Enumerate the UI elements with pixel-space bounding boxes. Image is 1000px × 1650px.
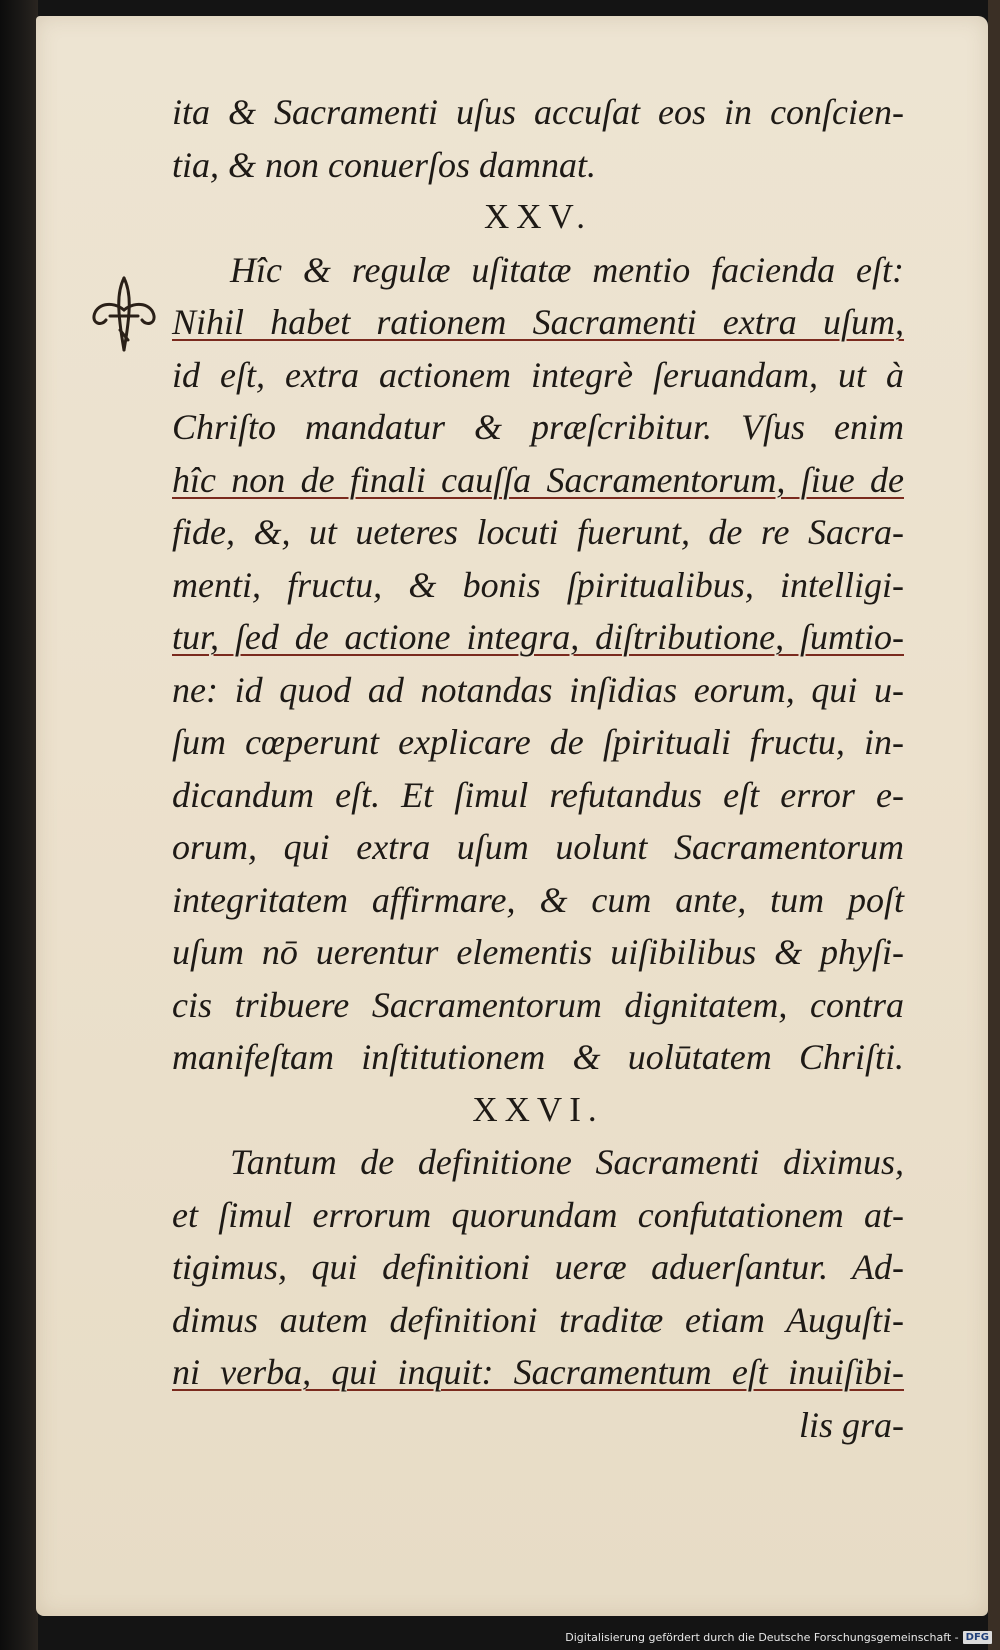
digitization-footer (565, 1629, 992, 1645)
fleur-de-lis-marginal-mark-icon (84, 270, 164, 360)
paragraph-section-xxvi (172, 1136, 904, 1451)
text-line: hîc non de finali cauſſa Sacramentorum, ſiue de (172, 459, 904, 500)
footer-credit-text: Digitalisierung gefördert durch die Deutsche Forschungsgemeinschaft - (565, 1630, 959, 1644)
text-line: cis tribuere Sacramentorum dignitatem, contra (172, 984, 904, 1025)
text-line: Chriſto mandatur & præſcribitur. Vſus enim (172, 407, 904, 447)
text-line: tigimus, qui definitioni ueræ aduerſantur. Ad- (172, 1247, 904, 1287)
paragraph-continuation (172, 86, 904, 191)
text-line: Tantum de definitione Sacramenti diximus, (230, 1142, 904, 1182)
text-line: uſum nō uerentur elementis uiſibilibus & phyſi- (172, 932, 904, 972)
text-line: integritatem affirmare, & cum ante, tum poſt (172, 879, 904, 920)
section-heading-xxvi: XXVI. (472, 1089, 604, 1129)
text-line: ni verba, qui inquit: Sacramentum eſt inuiſibi- (172, 1352, 904, 1392)
text-line: orum, qui extra uſum uolunt Sacramentorum (172, 827, 904, 867)
text-line: ſum cœperunt explicare de ſpirituali fructu, in- (172, 722, 904, 762)
text-line: Nihil habet rationem Sacramenti extra uſum, (172, 302, 904, 342)
text-line: menti, fructu, & bonis ſpiritualibus, intelligi- (172, 564, 904, 605)
text-line: fide, &, ut ueteres locuti fuerunt, de re Sacra- (172, 512, 904, 552)
text-line: Hîc & regulæ uſitatæ mentio facienda eſt: (230, 249, 904, 290)
paragraph-section-xxv (172, 244, 904, 1084)
text-line: tia, & non conuerſos damnat. (172, 144, 596, 185)
text-line: ita & Sacramenti uſus accuſat eos in conſcien- (172, 92, 904, 132)
text-line: id eſt, extra actionem integrè ſeruandam, ut à (172, 354, 904, 395)
page-edge (988, 0, 1000, 1650)
page-text (172, 86, 904, 1451)
text-line: ne: id quod ad notandas inſidias eorum, qui u- (172, 669, 904, 710)
dfg-logo: DFG (963, 1631, 992, 1644)
text-line: dimus autem definitioni traditæ etiam Auguſti- (172, 1299, 904, 1340)
text-line: et ſimul errorum quorundam confutationem at- (172, 1194, 904, 1235)
text-line: lis gra- (798, 1404, 904, 1445)
book-spine (0, 0, 38, 1650)
section-heading-xxv: XXV. (483, 197, 593, 236)
text-line: tur, ſed de actione integra, diſtributione, ſumtio- (172, 617, 904, 657)
text-line: manifeſtam inſtitutionem & uolūtatem Chriſti. (172, 1037, 904, 1077)
text-line: dicandum eſt. Et ſimul refutandus eſt error e- (172, 774, 904, 815)
